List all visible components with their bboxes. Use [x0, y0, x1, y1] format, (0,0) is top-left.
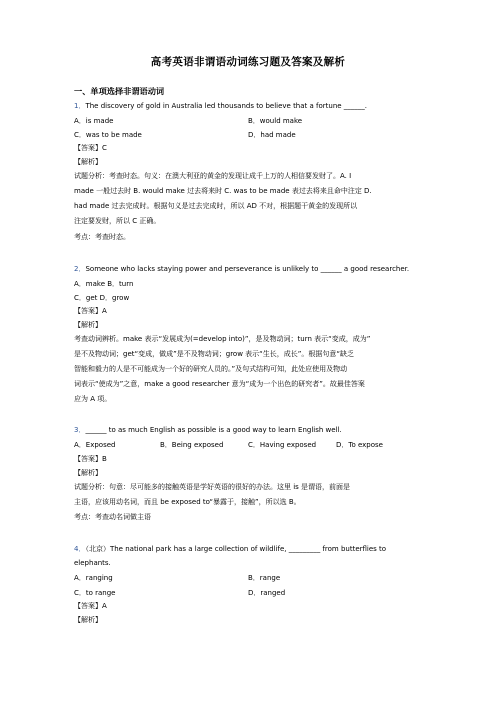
- question-1-option-c: C．was to be made: [74, 131, 142, 139]
- question-1-option-d: D．had made: [248, 131, 296, 139]
- question-3-number: 3．: [74, 426, 86, 434]
- question-2-text: Someone who lacks staying power and perseverance is unlikely to ______ a good researcher.: [85, 265, 410, 273]
- question-1-explanation-line: made 一般过去时 B. would make 过去将来时 C. was to be made 表过去将来且命中注定 D.: [74, 187, 372, 195]
- question-3-text: ______ to as much English as possible is a good way to learn English well.: [85, 426, 342, 434]
- question-2-options-ab: A．make B．turn: [74, 280, 134, 288]
- question-1-option-b: B．would make: [248, 117, 303, 125]
- question-3-explanation-line: 主语，应该用动名词，而且 be exposed to“暴露于，接触”，所以选 B。: [74, 498, 301, 506]
- question-3-answer: 【答案】B: [74, 455, 107, 463]
- section-heading: 一、单项选择非谓语动词: [74, 86, 165, 96]
- question-4-option-a: A．ranging: [74, 574, 113, 582]
- question-2-explanation-line: 是不及物动词；get“变成，做成”是不及物动词；grow 表示“生长，成长”。根据句意“缺乏: [74, 350, 355, 358]
- question-1-explanation-line: 注定要发财，所以 C 正确。: [74, 217, 161, 225]
- question-2-explanation-line: 应为 A 项。: [74, 395, 112, 403]
- question-1-text: The discovery of gold in Australia led thousands to believe that a fortune ______.: [85, 102, 368, 110]
- question-4-option-b: B．range: [248, 574, 281, 582]
- question-4-option-c: C．to range: [74, 589, 116, 597]
- question-1-explanation-line: had made 过去完成时。根据句义是过去完成时，所以 AD 不对，根据题干黄金的发现所以: [74, 202, 358, 210]
- question-3-option-a: A．Exposed: [74, 441, 116, 449]
- question-3-explanation-line: 试题分析：句意：尽可能多的接触英语是学好英语的很好的办法。这里 is 是谓语，前面是: [74, 483, 351, 491]
- question-1-stem: [74, 101, 367, 111]
- question-2-explanation-line: 智能和毅力的人是不可能成为一个好的研究人员的。”及句式结构可知，此处应使用及物动: [74, 365, 348, 373]
- question-1-analysis-label: 【解析】: [74, 158, 102, 166]
- question-3-stem: [74, 425, 342, 435]
- question-2-analysis-label: 【解析】: [74, 321, 102, 329]
- question-4-stem-continued: elephants.: [74, 559, 111, 567]
- question-2-number: 2．: [74, 265, 86, 273]
- question-4-stem: [74, 544, 386, 554]
- question-3-point: 考点：考查动名词做主语: [74, 513, 151, 521]
- question-2-answer: 【答案】A: [74, 307, 107, 315]
- question-1-explanation-line: 试题分析：考查时态。句义：在澳大利亚的黄金的发现让成千上万的人相信要发财了。A. I: [74, 172, 352, 180]
- question-4-answer: 【答案】A: [74, 602, 107, 610]
- question-2-explanation-line: 词表示“使成为”之意，make a good researcher 意为“成为一个出色的研究者”。故最佳答案: [74, 380, 365, 388]
- question-2-stem: [74, 264, 409, 274]
- question-2-explanation-line: 考查动词辨析。make 表示“发展成为(=develop into)”，是及物动词；turn 表示“变成，成为”: [74, 335, 371, 343]
- question-3-option-c: C．Having exposed: [248, 441, 317, 449]
- question-1-option-a: A．is made: [74, 117, 114, 125]
- question-4-option-d: D．ranged: [248, 589, 286, 597]
- question-1-point: 考点：考查时态。: [74, 233, 130, 241]
- question-1-answer: 【答案】C: [74, 144, 107, 152]
- question-1-number: 1．: [74, 102, 86, 110]
- question-3-analysis-label: 【解析】: [74, 469, 102, 477]
- document-title: 高考英语非谓语动词练习题及答案及解析: [150, 56, 346, 68]
- question-4-analysis-label: 【解析】: [74, 616, 102, 624]
- question-2-options-cd: C．get D．grow: [74, 294, 130, 302]
- question-3-option-b: B．Being exposed: [160, 441, 224, 449]
- question-3-option-d: D．To expose: [336, 441, 383, 449]
- question-4-number: 4．: [74, 545, 86, 553]
- question-4-text: （北京）The national park has a large collection of wildlife, _________ from butterflies to: [85, 545, 387, 553]
